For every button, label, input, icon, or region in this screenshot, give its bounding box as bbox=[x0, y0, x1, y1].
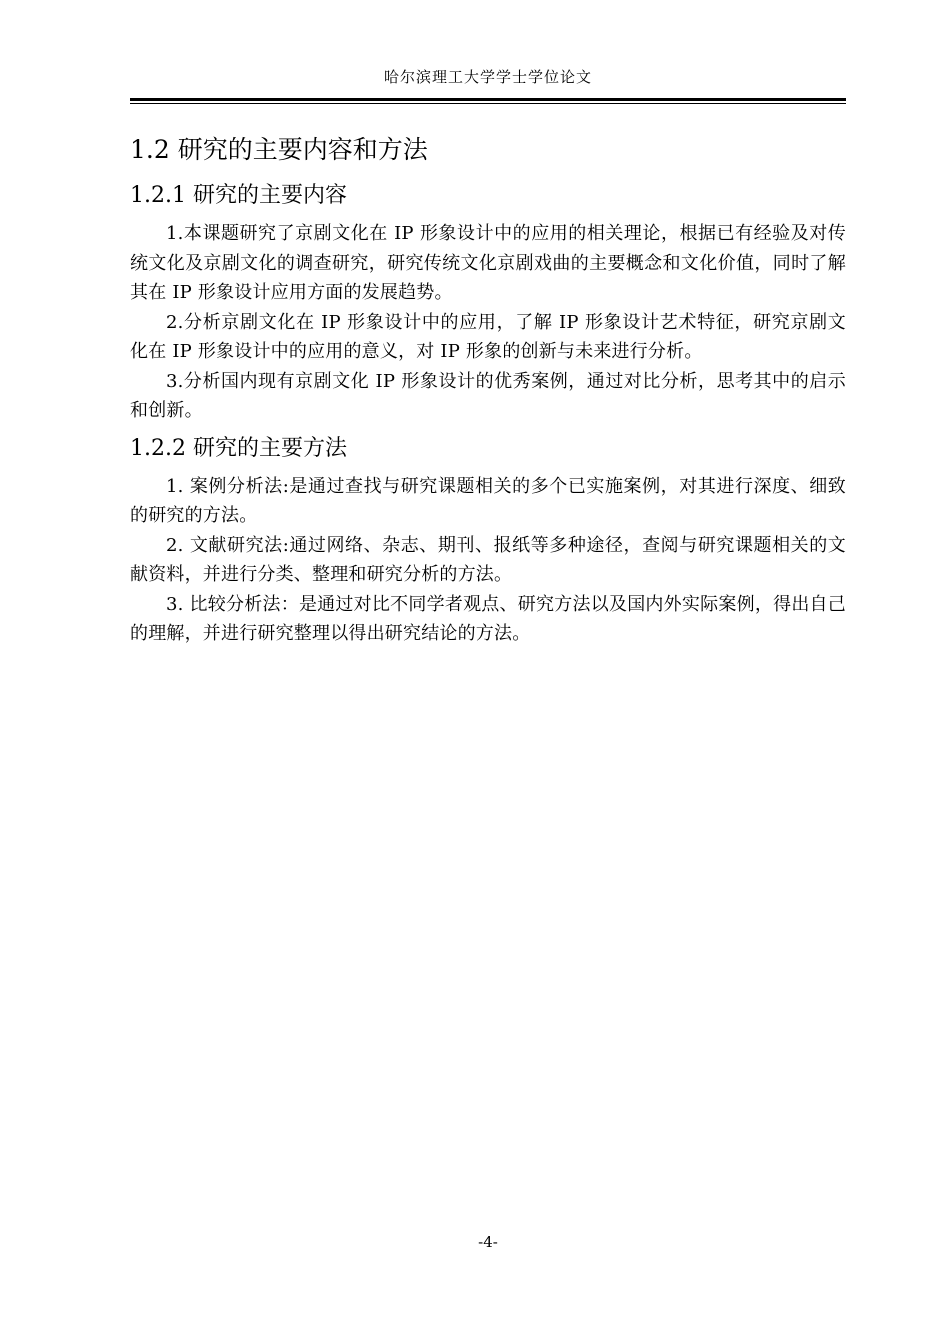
section-heading-1-2-1: 1.2.1 研究的主要内容 bbox=[130, 183, 347, 208]
page-body bbox=[130, 130, 846, 649]
section-heading-1-2-2: 1.2.2 研究的主要方法 bbox=[130, 435, 347, 461]
paragraph: 2. 文献研究法:通过网络、杂志、期刊、报纸等多种途径，查阅与研究课题相关的文献资料，并进行分类、整理和研究分析的方法。 bbox=[130, 534, 846, 585]
running-header: 哈尔滨理工大学学士学位论文 bbox=[383, 68, 592, 86]
page-number: -4- bbox=[478, 1233, 498, 1251]
paragraph: 1. 案例分析法:是通过查找与研究课题相关的多个已实施案例，对其进行深度、细致的研究的方法。 bbox=[130, 475, 846, 526]
paragraph: 3. 比较分析法：是通过对比不同学者观点、研究方法以及国内外实际案例，得出自己的理解，并进行研究整理以得出研究结论的方法。 bbox=[130, 593, 846, 644]
section-heading-1-2: 1.2 研究的主要内容和方法 bbox=[130, 135, 428, 164]
header-rule-thin bbox=[130, 103, 846, 104]
header-rule-thick bbox=[130, 98, 846, 101]
paragraph: 3.分析国内现有京剧文化 IP 形象设计的优秀案例，通过对比分析，思考其中的启示和创新。 bbox=[130, 370, 846, 421]
paragraph: 1.本课题研究了京剧文化在 IP 形象设计中的应用的相关理论，根据已有经验及对传统文化及京剧文化的调查研究，研究传统文化京剧戏曲的主要概念和文化价值，同时了解其在 IP 形象设计应用方面的发展趋势。 bbox=[130, 223, 846, 303]
paragraph: 2.分析京剧文化在 IP 形象设计中的应用，了解 IP 形象设计艺术特征，研究京剧文化在 IP 形象设计中的应用的意义，对 IP 形象的创新与未来进行分析。 bbox=[130, 311, 846, 362]
